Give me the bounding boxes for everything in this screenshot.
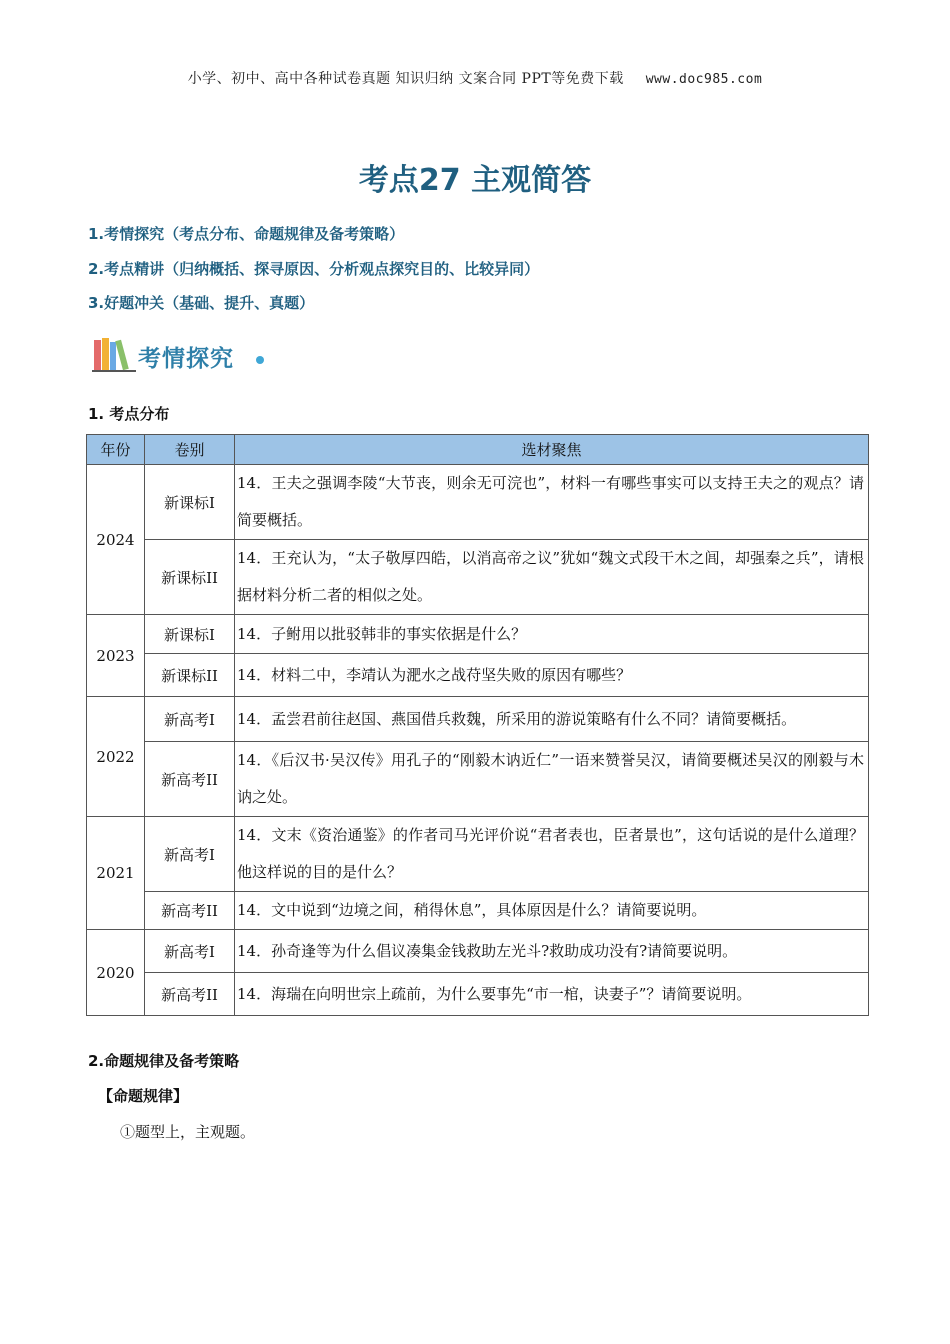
banner-dot [256, 356, 264, 364]
toc-item-2: 2.考点精讲（归纳概括、探寻原因、分析观点探究目的、比较异同） [88, 260, 540, 278]
question-cell: 14．孟尝君前往赵国、燕国借兵救魏，所采用的游说策略有什么不同？请简要概括。 [235, 697, 869, 742]
question-cell: 14．王充认为，“太子敬厚四皓，以消高帝之议”犹如“魏文式段干木之闾，却强秦之兵”，请根据材料分析二者的相似之处。 [235, 540, 869, 615]
table-row [87, 654, 869, 697]
toc-item-3: 3.好题冲关（基础、提升、真题） [88, 294, 315, 312]
paper-cell: 新高考I [145, 817, 235, 892]
question-cell: 14．子鲋用以批驳韩非的事实依据是什么？ [235, 615, 869, 654]
question-cell: 14．孙奇逢等为什么倡议凑集金钱救助左光斗?救助成功没有?请简要说明。 [235, 930, 869, 973]
year-cell: 2024 [87, 465, 145, 615]
table-row [87, 817, 869, 892]
section-banner [92, 332, 272, 378]
year-cell: 2023 [87, 615, 145, 697]
table-row [87, 930, 869, 973]
paper-cell: 新高考II [145, 742, 235, 817]
books-icon [92, 336, 136, 372]
header-text: 小学、初中、高中各种试卷真题 知识归纳 文案合同 PPT等免费下载 [187, 71, 624, 87]
question-cell: 14．文中说到“边境之间，稍得休息”，具体原因是什么？请简要说明。 [235, 892, 869, 930]
paper-cell: 新高考II [145, 892, 235, 930]
paper-cell: 新课标I [145, 615, 235, 654]
paper-cell: 新课标I [145, 465, 235, 540]
year-cell: 2022 [87, 697, 145, 817]
question-cell: 14．材料二中，李靖认为淝水之战苻坚失败的原因有哪些？ [235, 654, 869, 697]
distribution-table [86, 434, 869, 1016]
year-cell: 2021 [87, 817, 145, 930]
question-cell: 14．《后汉书·吴汉传》用孔子的“刚毅木讷近仁”一语来赞誉吴汉，请简要概述吴汉的刚毅与木讷之处。 [235, 742, 869, 817]
paper-cell: 新课标II [145, 540, 235, 615]
table-row [87, 742, 869, 817]
page-title: 考点27 主观简答 [358, 163, 592, 198]
paper-cell: 新课标II [145, 654, 235, 697]
table-header-row [87, 435, 869, 465]
header-paper: 卷别 [145, 435, 235, 465]
page-header [0, 68, 950, 88]
paper-cell: 新高考II [145, 973, 235, 1016]
table-row [87, 697, 869, 742]
question-cell: 14．海瑞在向明世宗上疏前，为什么要事先“市一棺，诀妻子”？请简要说明。 [235, 973, 869, 1016]
section1-heading: 1. 考点分布 [88, 405, 170, 423]
paper-cell: 新高考I [145, 697, 235, 742]
table-row [87, 973, 869, 1016]
header-focus: 选材聚焦 [235, 435, 869, 465]
toc-item-1: 1.考情探究（考点分布、命题规律及备考策略） [88, 225, 405, 243]
year-cell: 2020 [87, 930, 145, 1016]
header-year: 年份 [87, 435, 145, 465]
table-row [87, 615, 869, 654]
table-row [87, 540, 869, 615]
banner-label: 考情探究 [138, 346, 234, 372]
section2-heading: 2.命题规律及备考策略 [88, 1052, 240, 1070]
section2-subheading: 【命题规律】 [98, 1087, 189, 1105]
header-site[interactable]: www.doc985.com [645, 72, 763, 87]
table-row [87, 465, 869, 540]
table-row [87, 892, 869, 930]
rule-point-1: ①题型上，主观题。 [120, 1123, 256, 1141]
question-cell: 14．王夫之强调李陵“大节丧，则余无可浣也”，材料一有哪些事实可以支持王夫之的观点？请简要概括。 [235, 465, 869, 540]
paper-cell: 新高考I [145, 930, 235, 973]
question-cell: 14．文末《资治通鉴》的作者司马光评价说“君者表也，臣者景也”，这句话说的是什么道理？他这样说的目的是什么？ [235, 817, 869, 892]
